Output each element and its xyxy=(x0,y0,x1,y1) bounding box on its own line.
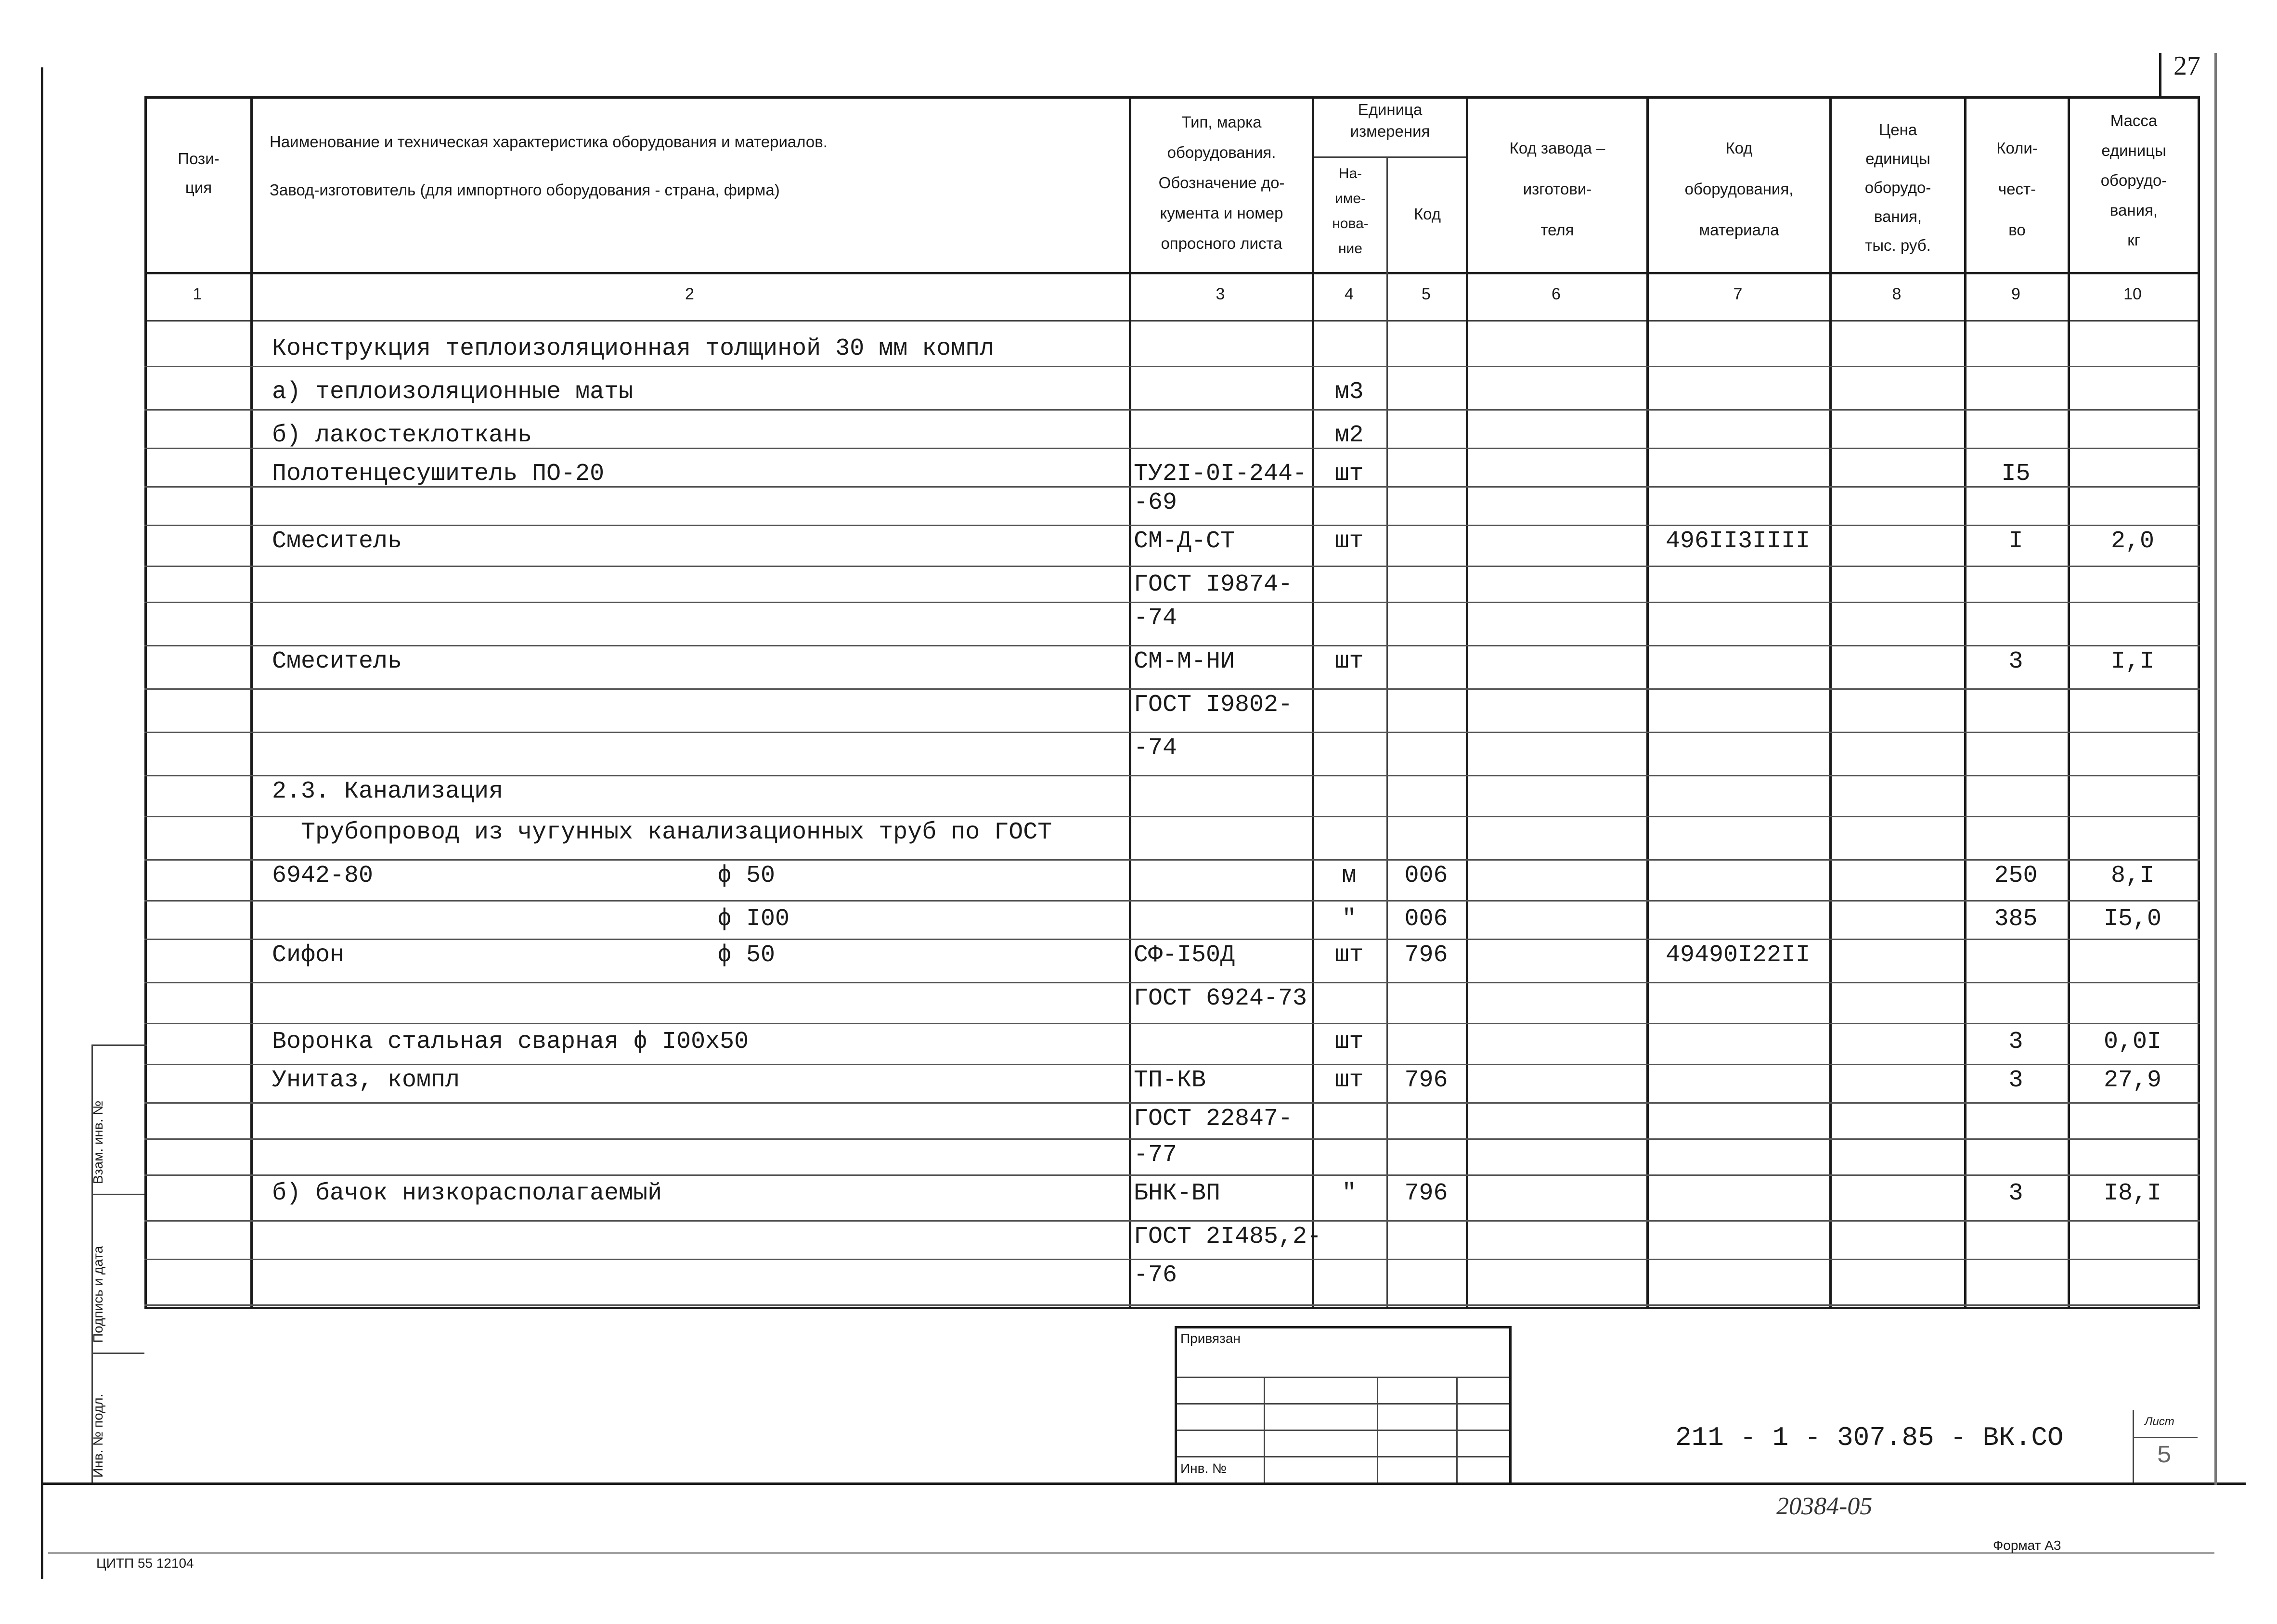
cell-qty: I5 xyxy=(2001,460,2031,488)
stamp-col-2 xyxy=(1377,1377,1378,1482)
header-equip-code: Код оборудования, материала xyxy=(1684,139,1794,239)
cell-name: Полотенцесушитель ПО-20 xyxy=(272,460,605,488)
col-line-10 xyxy=(2198,96,2200,1307)
cell-code: 796 xyxy=(1404,1067,1448,1094)
side-label-signature-date: Подпись и дата xyxy=(91,1246,105,1343)
row-divider xyxy=(144,982,2200,983)
col-line-8 xyxy=(1964,96,1966,1307)
cell-mass: I5,0 xyxy=(2103,905,2162,933)
header-plant-code: Код завода – изготови- теля xyxy=(1509,139,1605,239)
cell-name: Конструкция теплоизоляционная толщиной 30 мм компл xyxy=(272,335,995,362)
col-number-2: 2 xyxy=(685,285,694,303)
footer-line xyxy=(48,1552,2214,1554)
cell-type: ГОСТ I9802- xyxy=(1134,691,1293,719)
page-number-frame xyxy=(2159,53,2161,99)
cell-unit: шт xyxy=(1334,941,1364,969)
side-label-inv-original: Инв. № подл. xyxy=(91,1393,105,1478)
cell-dia: ϕ 50 xyxy=(717,862,776,889)
cell-dia: ϕ 50 xyxy=(717,941,776,969)
row-divider xyxy=(144,1259,2200,1260)
cell-unit: м xyxy=(1342,862,1357,889)
bottom-frame-line xyxy=(41,1482,2246,1485)
header-type: Тип, марка оборудования. Обозначение до- кумента и номер опросного листа xyxy=(1158,113,1285,252)
cell-unit: шт xyxy=(1334,528,1364,555)
cell-equip-code: 49490I22II xyxy=(1666,941,1811,969)
page-number: 27 xyxy=(2174,51,2200,81)
table-top-border xyxy=(144,96,2200,99)
cell-mass: I8,I xyxy=(2103,1180,2162,1207)
cell-mass: 8,I xyxy=(2110,862,2154,889)
sheet-box-divider xyxy=(2133,1437,2198,1438)
cell-qty: 3 xyxy=(2008,648,2023,675)
footer-format: Формат А3 xyxy=(1993,1538,2061,1553)
sheet-label: Лист xyxy=(2145,1415,2174,1428)
row-divider xyxy=(144,939,2200,940)
cell-code: 796 xyxy=(1404,1180,1448,1207)
unit-group-divider xyxy=(1314,156,1468,158)
cell-name: 2.3. Канализация xyxy=(272,778,504,805)
cell-type: ГОСТ 2I485,2- xyxy=(1134,1223,1322,1250)
stamp-row-4 xyxy=(1175,1456,1512,1457)
row-divider xyxy=(144,816,2200,817)
cell-name: Унитаз, компл xyxy=(272,1067,460,1094)
cell-name: Смеситель xyxy=(272,528,402,555)
cell-code: 006 xyxy=(1404,862,1448,889)
cell-equip-code: 496II3IIII xyxy=(1666,528,1811,555)
handwritten-inventory-number: 20384-05 xyxy=(1776,1493,1873,1520)
stamp-col-4 xyxy=(1509,1326,1512,1482)
stamp-col-3 xyxy=(1456,1377,1458,1482)
stamp-col-0 xyxy=(1175,1326,1177,1482)
row-divider xyxy=(144,366,2200,367)
cell-type: -74 xyxy=(1134,605,1177,632)
row-divider xyxy=(144,1023,2200,1024)
row-divider xyxy=(144,732,2200,733)
col-line-6 xyxy=(1646,96,1649,1307)
header-unit-group: Единица измерения xyxy=(1350,101,1430,140)
row-divider xyxy=(144,645,2200,646)
cell-qty: 250 xyxy=(1994,862,2038,889)
cell-type: ТП-КВ xyxy=(1134,1067,1206,1094)
cell-unit: " xyxy=(1342,1180,1357,1207)
row-divider xyxy=(144,602,2200,603)
table-bottom-border xyxy=(144,1307,2200,1309)
header-bottom-border xyxy=(144,272,2200,274)
left-frame-line xyxy=(41,67,43,1579)
col-line-1 xyxy=(250,96,253,1307)
cell-qty: 3 xyxy=(2008,1180,2023,1207)
cell-mass: I,I xyxy=(2110,648,2154,675)
cell-unit: " xyxy=(1342,905,1357,933)
right-frame-line xyxy=(2214,53,2217,1485)
cell-unit: м2 xyxy=(1334,422,1364,449)
cell-type: СМ-М-НИ xyxy=(1134,648,1235,675)
row-divider xyxy=(144,566,2200,567)
cell-name: б) лакостеклоткань xyxy=(272,422,532,449)
cell-name: Трубопровод из чугунных канализационных труб по ГОСТ xyxy=(301,819,1052,846)
col-number-10: 10 xyxy=(2123,285,2142,303)
row-divider xyxy=(144,900,2200,902)
stamp-row-1 xyxy=(1175,1377,1512,1378)
col-line-0 xyxy=(144,96,147,1307)
col-number-5: 5 xyxy=(1422,285,1431,303)
cell-unit: шт xyxy=(1334,648,1364,675)
stamp-col-1 xyxy=(1264,1377,1265,1482)
row-divider xyxy=(144,1102,2200,1104)
row-divider xyxy=(144,1304,2200,1306)
col-number-3: 3 xyxy=(1216,285,1225,303)
col-number-1: 1 xyxy=(193,285,202,303)
header-mass: Масса единицы оборудо- вания, кг xyxy=(2100,112,2167,249)
cell-type: ТУ2I-0I-244- xyxy=(1134,460,1307,488)
row-divider xyxy=(144,525,2200,526)
col-line-3 xyxy=(1312,96,1314,1307)
cell-qty: I xyxy=(2008,528,2023,555)
header-price: Цена единицы оборудо- вания, тыс. руб. xyxy=(1864,121,1931,254)
header-unit-name: На- име- нова- ние xyxy=(1332,166,1369,257)
row-divider xyxy=(144,859,2200,861)
row-divider xyxy=(144,775,2200,776)
cell-mass: 0,0I xyxy=(2103,1028,2162,1056)
cell-name: Смеситель xyxy=(272,648,402,675)
cell-unit: шт xyxy=(1334,1028,1364,1056)
sheet-number: 5 xyxy=(2157,1442,2172,1470)
cell-qty: 3 xyxy=(2008,1067,2023,1094)
header-qty: Коли- чест- во xyxy=(1996,139,2038,239)
cell-type: -76 xyxy=(1134,1262,1177,1289)
row-divider xyxy=(144,688,2200,690)
cell-name: 6942-80 xyxy=(272,862,374,889)
cell-type: -77 xyxy=(1134,1141,1177,1169)
cell-dia: ϕ I00 xyxy=(717,905,790,933)
stamp-box-top xyxy=(1175,1326,1512,1328)
cell-type: ГОСТ 6924-73 xyxy=(1134,985,1307,1012)
cell-unit: м3 xyxy=(1334,378,1364,406)
cell-code: 796 xyxy=(1404,941,1448,969)
cell-mass: 27,9 xyxy=(2103,1067,2162,1094)
cell-type: БНК-ВП xyxy=(1134,1180,1221,1207)
sheet-box-left xyxy=(2133,1410,2134,1482)
stamp-row-2 xyxy=(1175,1403,1512,1405)
cell-name: Сифон xyxy=(272,941,345,969)
col-numbers-bottom-border xyxy=(144,320,2200,322)
col-number-9: 9 xyxy=(2011,285,2020,303)
side-stamp-div1 xyxy=(91,1194,144,1195)
footer-org-code: ЦИТП 55 12104 xyxy=(96,1556,194,1571)
cell-unit: шт xyxy=(1334,1067,1364,1094)
row-divider xyxy=(144,1220,2200,1222)
header-unit-code: Код xyxy=(1413,205,1441,223)
cell-mass: 2,0 xyxy=(2110,528,2154,555)
side-stamp-div2 xyxy=(91,1353,144,1354)
stamp-row-3 xyxy=(1175,1430,1512,1431)
row-divider xyxy=(144,1174,2200,1176)
cell-code: 006 xyxy=(1404,905,1448,933)
cell-type: ГОСТ 22847- xyxy=(1134,1105,1293,1133)
col-number-8: 8 xyxy=(1892,285,1902,303)
row-divider xyxy=(144,409,2200,411)
cell-type: СФ-I50Д xyxy=(1134,941,1235,969)
col-line-9 xyxy=(2068,96,2070,1307)
cell-name: а) теплоизоляционные маты xyxy=(272,378,634,406)
cell-type: -74 xyxy=(1134,735,1177,762)
cell-type: СМ-Д-СТ xyxy=(1134,528,1235,555)
cell-type: ГОСТ I9874- xyxy=(1134,571,1293,598)
cell-qty: 385 xyxy=(1994,905,2038,933)
cell-qty: 3 xyxy=(2008,1028,2023,1056)
cell-type: -69 xyxy=(1134,489,1177,516)
header-position: Пози- ция xyxy=(178,150,220,196)
stamp-inv-label: Инв. № xyxy=(1180,1461,1227,1476)
col-line-5 xyxy=(1466,96,1468,1307)
side-label-replace-inv: Взам. инв. № xyxy=(91,1100,105,1184)
col-line-2 xyxy=(1129,96,1131,1307)
col-number-7: 7 xyxy=(1733,285,1743,303)
cell-name: Воронка стальная сварная ϕ I00х50 xyxy=(272,1028,749,1056)
col-number-4: 4 xyxy=(1345,285,1354,303)
document-code: 211 - 1 - 307.85 - ВК.СО xyxy=(1675,1422,2064,1453)
row-divider xyxy=(144,1064,2200,1065)
col-number-6: 6 xyxy=(1552,285,1561,303)
row-divider xyxy=(144,1138,2200,1140)
side-stamp-top xyxy=(91,1044,147,1046)
col-line-7 xyxy=(1829,96,1832,1307)
cell-name: б) бачок низкорасполагаемый xyxy=(272,1180,662,1207)
cell-unit: шт xyxy=(1334,460,1364,488)
stamp-linked-label: Привязан xyxy=(1180,1331,1241,1346)
header-name: Наименование и техническая характеристика оборудования и материалов. Завод-изготовитель (для импортного оборудования - страна, фирма) xyxy=(270,133,828,199)
